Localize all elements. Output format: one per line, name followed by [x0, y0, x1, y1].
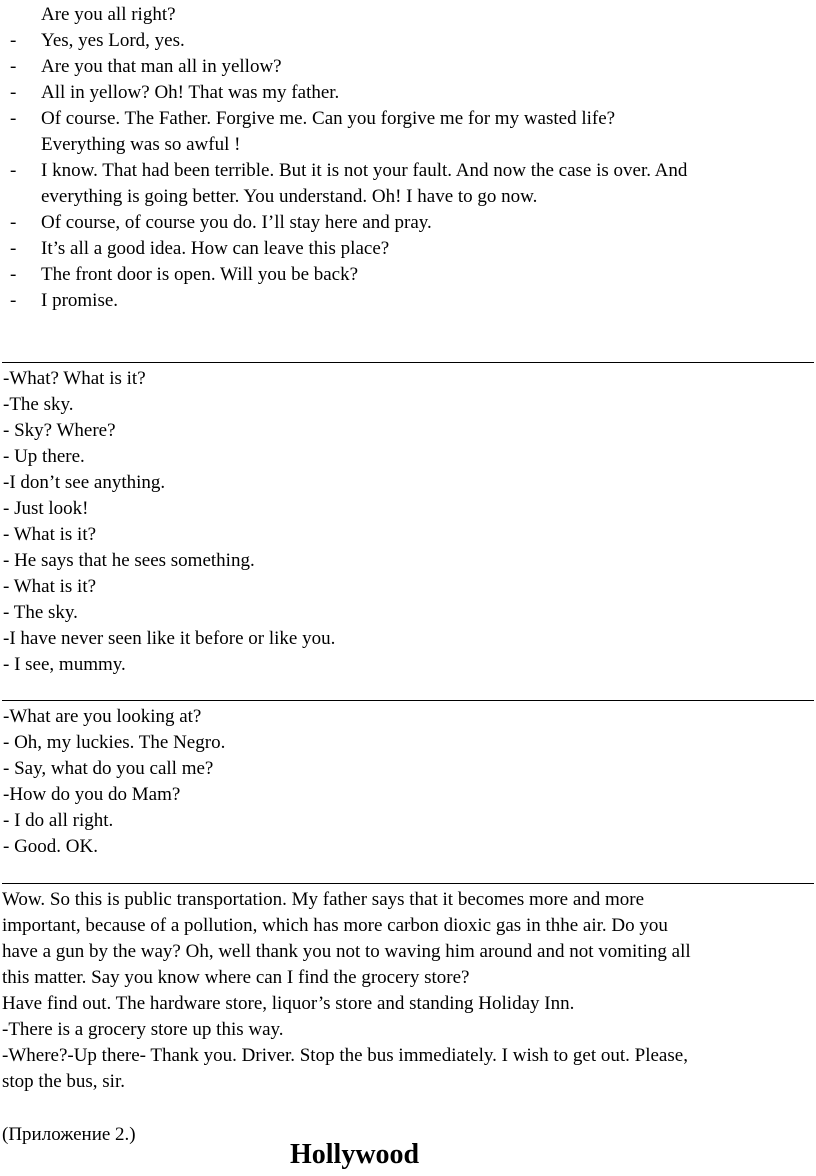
paragraph-line: -Where?-Up there- Thank you. Driver. Stop the bus immediately. I wish to get out. Please,	[2, 1045, 688, 1066]
section-divider	[2, 362, 814, 363]
dialogue-line: everything is going better. You understand. Oh! I have to go now.	[41, 186, 538, 207]
appendix-label: (Приложение 2.)	[2, 1124, 136, 1145]
dialogue-line: -I have never seen like it before or like you.	[3, 628, 336, 649]
dialogue-line: Of course, of course you do. I’ll stay here and pray.	[41, 212, 432, 233]
dialogue-line: - The sky.	[3, 602, 78, 623]
dialogue-line: - I do all right.	[3, 810, 114, 831]
dialogue-line: - Good. OK.	[3, 836, 98, 857]
dialogue-line: -The sky.	[3, 394, 74, 415]
dialogue-line: -I don’t see anything.	[3, 472, 166, 493]
paragraph-line: -There is a grocery store up this way.	[2, 1019, 284, 1040]
list-dash: -	[10, 264, 17, 285]
list-dash: -	[10, 56, 17, 77]
dialogue-line: - Up there.	[3, 446, 85, 467]
paragraph-line: Have find out. The hardware store, liquor’s store and standing Holiday Inn.	[2, 993, 575, 1014]
dialogue-line: I know. That had been terrible. But it is not your fault. And now the case is over. And	[41, 160, 688, 181]
dialogue-line: - Say, what do you call me?	[3, 758, 214, 779]
list-dash: -	[10, 160, 17, 181]
list-dash: -	[10, 238, 17, 259]
dialogue-line: - Sky? Where?	[3, 420, 116, 441]
dialogue-line: - I see, mummy.	[3, 654, 126, 675]
dialogue-line: -What are you looking at?	[3, 706, 202, 727]
section-divider	[2, 883, 814, 884]
list-dash: -	[10, 212, 17, 233]
dialogue-line: - He says that he sees something.	[3, 550, 255, 571]
paragraph-line: Wow. So this is public transportation. My father says that it becomes more and more	[2, 889, 645, 910]
dialogue-line: Of course. The Father. Forgive me. Can you forgive me for my wasted life?	[41, 108, 616, 129]
dialogue-line: All in yellow? Oh! That was my father.	[41, 82, 340, 103]
paragraph-line: stop the bus, sir.	[2, 1071, 125, 1092]
dialogue-line: - Just look!	[3, 498, 89, 519]
list-dash: -	[10, 82, 17, 103]
dialogue-line: - Oh, my luckies. The Negro.	[3, 732, 226, 753]
dialogue-line: - What is it?	[3, 524, 97, 545]
paragraph-line: this matter. Say you know where can I find the grocery store?	[2, 967, 470, 988]
dialogue-line: I promise.	[41, 290, 119, 311]
dialogue-line: Are you that man all in yellow?	[41, 56, 282, 77]
dialogue-line: -How do you do Mam?	[3, 784, 181, 805]
dialogue-line: The front door is open. Will you be back?	[41, 264, 359, 285]
dialogue-line: Are you all right?	[41, 4, 176, 25]
dialogue-line: Yes, yes Lord, yes.	[41, 30, 185, 51]
section-title: Hollywood	[290, 1139, 420, 1170]
dialogue-line: - What is it?	[3, 576, 97, 597]
section-divider	[2, 700, 814, 701]
list-dash: -	[10, 290, 17, 311]
paragraph-line: have a gun by the way? Oh, well thank you not to waving him around and not vomiting all	[2, 941, 691, 962]
list-dash: -	[10, 108, 17, 129]
paragraph-line: important, because of a pollution, which has more carbon dioxic gas in thhe air. Do you	[2, 915, 668, 936]
list-dash: -	[10, 30, 17, 51]
dialogue-line: It’s all a good idea. How can leave this place?	[41, 238, 390, 259]
dialogue-line: Everything was so awful !	[41, 134, 241, 155]
dialogue-line: -What? What is it?	[3, 368, 146, 389]
